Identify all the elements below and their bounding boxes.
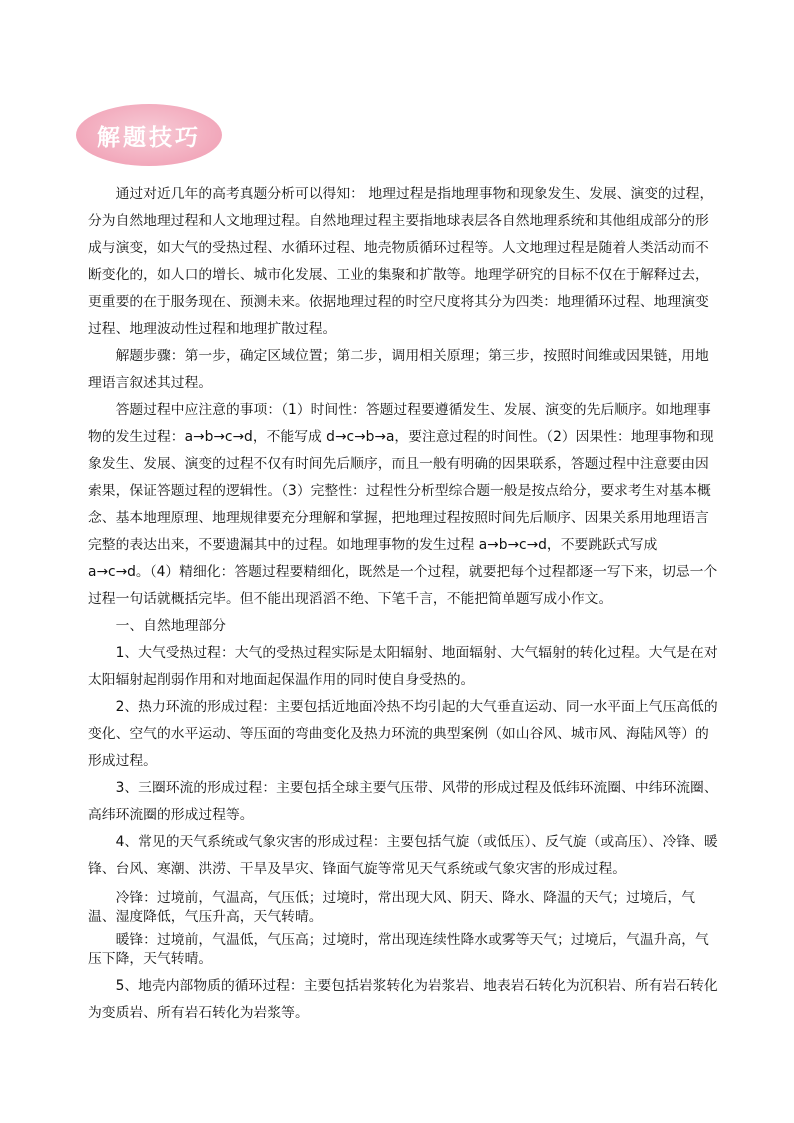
- item-5-paragraph: 5、地壳内部物质的循环过程：主要包括岩浆转化为岩浆岩、地表岩石转化为沉积岩、所有岩石转化为变质岩、所有岩石转化为岩浆等。: [88, 978, 718, 1021]
- item-2-paragraph: 2、热力环流的形成过程：主要包括近地面冷热不均引起的大气垂直运动、同一水平面上气压高低的变化、空气的水平运动、等压面的弯曲变化及热力环流的典型案例（如山谷风、城市风、海陆风等）的形成过程。: [88, 699, 718, 769]
- document-body: [88, 181, 720, 1027]
- steps-paragraph: 解题步骤：第一步，确定区域位置；第二步，调用相关原理；第三步，按照时间维或因果链，用地理语言叙述其过程。: [88, 348, 709, 391]
- warm-front-paragraph: 暖锋：过境前，气温低，气压高；过境时，常出现连续性降水或雾等天气；过境后，气温升高，气压下降，天气转晴。: [88, 932, 709, 967]
- cold-front-paragraph: 冷锋：过境前，气温高，气压低；过境时，常出现大风、阴天、降水、降温的天气；过境后，气温、湿度降低，气压升高，天气转晴。: [88, 890, 696, 925]
- section-badge-label: 解题技巧: [97, 123, 201, 151]
- item-4-paragraph: 4、常见的天气系统或气象灾害的形成过程：主要包括气旋（或低压）、反气旋（或高压）、冷锋、暖锋、台风、寒潮、洪涝、干旱及旱灾、锋面气旋等常见天气系统或气象灾害的形成过程。: [88, 834, 718, 877]
- item-3-paragraph: 3、三圈环流的形成过程：主要包括全球主要气压带、风带的形成过程及低纬环流圈、中纬环流圈、高纬环流圈的形成过程等。: [88, 780, 718, 823]
- item-1-paragraph: 1、大气受热过程：大气的受热过程实际是太阳辐射、地面辐射、大气辐射的转化过程。大气是在对太阳辐射起削弱作用和对地面起保温作用的同时使自身受热的。: [88, 645, 718, 688]
- notes-paragraph: 答题过程中应注意的事项：（1）时间性：答题过程要遵循发生、发展、演变的先后顺序。如地理事物的发生过程：a→b→c→d，不能写成 d→c→b→a，要注意过程的时间性。（2）因果性：地理事物和现象发生、发展、演变的过程不仅有时间先后顺序，而且一般有明确的因果联系，答题过程中注意要由因索果，保证答题过程的逻辑性。（3）完整性：过程性分析型综合题一般是按点给分，要求考生对基本概念、基本地理原理、地理规律要充分理解和掌握，把地理过程按照时间先后顺序、因果关系用地理语言完整的表达出来，不要遗漏其中的过程。如地理事物的发生过程 a→b→c→d，不要跳跃式写成 a→c→d。（4）精细化：答题过程要精细化，既然是一个过程，就要把每个过程都逐一写下来，切忌一个过程一句话就概括完毕。但不能出现滔滔不绝、下笔千言，不能把简单题写成小作文。: [88, 402, 718, 607]
- section-heading: 一、自然地理部分: [115, 618, 226, 634]
- intro-paragraph: 通过对近几年的高考真题分析可以得知： 地理过程是指地理事物和现象发生、发展、演变的过程，分为自然地理过程和人文地理过程。自然地理过程主要指地球表层各自然地理系统和其他组成部分的形成与演变，如大气的受热过程、水循环过程、地壳物质循环过程等。人文地理过程是随着人类活动而不断变化的，如人口的增长、城市化发展、工业的集聚和扩散等。地理学研究的目标不仅在于解释过去，更重要的在于服务现在、预测未来。依据地理过程的时空尺度将其分为四类：地理循环过程、地理演变过程、地理波动性过程和地理扩散过程。: [88, 186, 714, 337]
- section-badge: [76, 104, 222, 166]
